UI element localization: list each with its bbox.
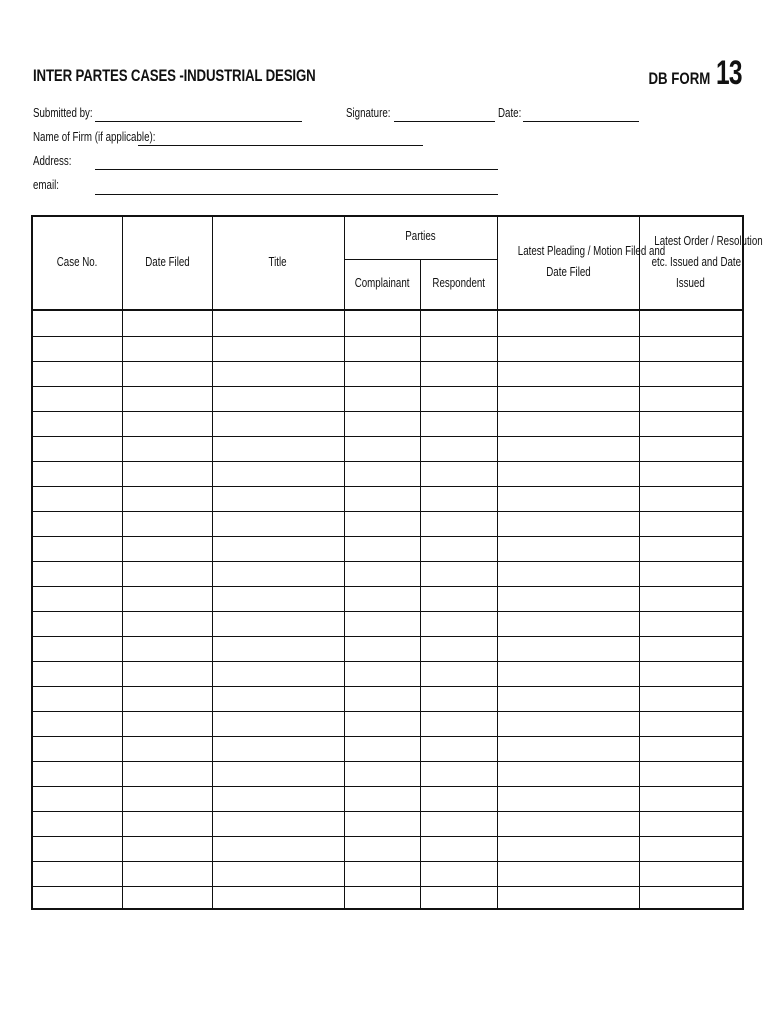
table-cell[interactable] xyxy=(344,386,420,411)
table-cell[interactable] xyxy=(420,436,497,461)
table-cell[interactable] xyxy=(420,536,497,561)
table-cell[interactable] xyxy=(497,436,639,461)
table-cell[interactable] xyxy=(212,311,344,336)
table-cell[interactable] xyxy=(344,761,420,786)
table-row xyxy=(33,636,742,661)
table-cell[interactable] xyxy=(639,686,742,711)
table-cell[interactable] xyxy=(639,661,742,686)
table-cell[interactable] xyxy=(212,586,344,611)
table-cell[interactable] xyxy=(497,886,639,911)
form-code-prefix: DB FORM xyxy=(648,69,711,88)
table-row xyxy=(33,386,742,411)
table-row xyxy=(33,611,742,636)
table-cell[interactable] xyxy=(212,411,344,436)
table-cell[interactable] xyxy=(639,486,742,511)
table-row xyxy=(33,861,742,886)
table-row xyxy=(33,661,742,686)
table-cell[interactable] xyxy=(212,561,344,586)
table-cell[interactable] xyxy=(122,611,212,636)
date-label: Date: xyxy=(498,106,522,120)
table-cell[interactable] xyxy=(33,661,122,686)
table-cell[interactable] xyxy=(344,661,420,686)
table-cell[interactable] xyxy=(420,486,497,511)
table-cell[interactable] xyxy=(639,311,742,336)
table-cell[interactable] xyxy=(420,586,497,611)
table-cell[interactable] xyxy=(344,736,420,761)
table-cell[interactable] xyxy=(344,611,420,636)
table-cell[interactable] xyxy=(639,561,742,586)
table-cell[interactable] xyxy=(212,486,344,511)
form-title xyxy=(33,66,395,86)
table-cell[interactable] xyxy=(420,761,497,786)
table-cell[interactable] xyxy=(33,536,122,561)
table-cell[interactable] xyxy=(497,711,639,736)
table-cell[interactable] xyxy=(420,686,497,711)
table-cell[interactable] xyxy=(497,561,639,586)
table-cell[interactable] xyxy=(420,861,497,886)
case-record-table xyxy=(31,215,763,910)
header-title: Title xyxy=(268,255,288,269)
table-row xyxy=(33,536,742,561)
table-cell[interactable] xyxy=(33,486,122,511)
table-row xyxy=(33,786,742,811)
table-cell[interactable] xyxy=(33,736,122,761)
table-cell[interactable] xyxy=(420,811,497,836)
table-cell[interactable] xyxy=(212,711,344,736)
table-cell[interactable] xyxy=(344,486,420,511)
table-row xyxy=(33,461,742,486)
table-cell[interactable] xyxy=(33,386,122,411)
table-row xyxy=(33,711,742,736)
header-date-filed: Date Filed xyxy=(144,255,190,269)
table-cell[interactable] xyxy=(33,586,122,611)
table-cell[interactable] xyxy=(33,711,122,736)
table-cell[interactable] xyxy=(33,561,122,586)
table-cell[interactable] xyxy=(122,561,212,586)
table-cell[interactable] xyxy=(497,311,639,336)
table-cell[interactable] xyxy=(420,711,497,736)
header-complainant: Complainant xyxy=(354,276,410,290)
table-cell[interactable] xyxy=(122,661,212,686)
table-cell[interactable] xyxy=(420,386,497,411)
table-cell[interactable] xyxy=(639,511,742,536)
table-row xyxy=(33,836,742,861)
table-cell[interactable] xyxy=(420,661,497,686)
table-cell[interactable] xyxy=(212,636,344,661)
table-cell[interactable] xyxy=(420,511,497,536)
table-cell[interactable] xyxy=(122,336,212,361)
table-cell[interactable] xyxy=(639,761,742,786)
table-cell[interactable] xyxy=(122,836,212,861)
form-title-text: INTER PARTES CASES -INDUSTRIAL DESIGN xyxy=(33,66,316,85)
table-cell[interactable] xyxy=(497,411,639,436)
table-cell[interactable] xyxy=(344,511,420,536)
table-cell[interactable] xyxy=(639,861,742,886)
table-cell[interactable] xyxy=(212,786,344,811)
table-cell[interactable] xyxy=(212,386,344,411)
table-cell[interactable] xyxy=(212,611,344,636)
table-cell[interactable] xyxy=(122,386,212,411)
table-cell[interactable] xyxy=(497,861,639,886)
table-cell[interactable] xyxy=(497,586,639,611)
table-row xyxy=(33,586,742,611)
table-cell[interactable] xyxy=(497,536,639,561)
table-cell[interactable] xyxy=(420,361,497,386)
table-cell[interactable] xyxy=(122,636,212,661)
table-cell[interactable] xyxy=(212,361,344,386)
firm-name-field[interactable] xyxy=(138,145,423,146)
table-cell[interactable] xyxy=(212,836,344,861)
table-cell[interactable] xyxy=(33,461,122,486)
table-cell[interactable] xyxy=(497,636,639,661)
table-cell[interactable] xyxy=(122,436,212,461)
table-row xyxy=(33,761,742,786)
table-row xyxy=(33,411,742,436)
table-cell[interactable] xyxy=(122,861,212,886)
table-cell[interactable] xyxy=(212,736,344,761)
table-cell[interactable] xyxy=(420,786,497,811)
submitted-by-label: Submitted by: xyxy=(33,106,93,120)
header-latest-pleading: Latest Pleading / Motion Filed and Date Filed xyxy=(517,244,666,279)
table-cell[interactable] xyxy=(344,311,420,336)
table-cell[interactable] xyxy=(344,711,420,736)
table-cell[interactable] xyxy=(497,686,639,711)
table-cell[interactable] xyxy=(33,311,122,336)
table-cell[interactable] xyxy=(420,461,497,486)
table-cell[interactable] xyxy=(639,711,742,736)
table-cell[interactable] xyxy=(344,811,420,836)
table-cell[interactable] xyxy=(212,661,344,686)
table-cell[interactable] xyxy=(497,361,639,386)
table-cell[interactable] xyxy=(497,761,639,786)
parties-divider xyxy=(344,259,497,260)
table-cell[interactable] xyxy=(344,361,420,386)
table-cell[interactable] xyxy=(122,811,212,836)
table-cell[interactable] xyxy=(122,411,212,436)
table-cell[interactable] xyxy=(33,886,122,911)
table-cell[interactable] xyxy=(33,361,122,386)
table-cell[interactable] xyxy=(122,786,212,811)
header-respondent: Respondent xyxy=(432,276,485,290)
table-cell[interactable] xyxy=(122,761,212,786)
table-row xyxy=(33,686,742,711)
table-cell[interactable] xyxy=(122,511,212,536)
table-cell[interactable] xyxy=(122,311,212,336)
table-cell[interactable] xyxy=(497,836,639,861)
table-cell[interactable] xyxy=(344,336,420,361)
table-cell[interactable] xyxy=(420,336,497,361)
table-cell[interactable] xyxy=(33,636,122,661)
table-row xyxy=(33,436,742,461)
table-cell[interactable] xyxy=(639,461,742,486)
table-cell[interactable] xyxy=(497,511,639,536)
table-cell[interactable] xyxy=(33,811,122,836)
table-cell[interactable] xyxy=(639,411,742,436)
table-cell[interactable] xyxy=(344,436,420,461)
table-cell[interactable] xyxy=(33,761,122,786)
table-row xyxy=(33,561,742,586)
table-row xyxy=(33,361,742,386)
table-cell[interactable] xyxy=(344,786,420,811)
table-cell[interactable] xyxy=(639,786,742,811)
table-cell[interactable] xyxy=(212,536,344,561)
table-row xyxy=(33,736,742,761)
table-cell[interactable] xyxy=(122,461,212,486)
table-cell[interactable] xyxy=(639,811,742,836)
table-cell[interactable] xyxy=(497,786,639,811)
table-row xyxy=(33,336,742,361)
email-field[interactable] xyxy=(95,194,498,195)
table-cell[interactable] xyxy=(344,411,420,436)
submitted-by-field[interactable] xyxy=(95,121,302,122)
table-row xyxy=(33,886,742,911)
table-cell[interactable] xyxy=(33,686,122,711)
table-cell[interactable] xyxy=(639,836,742,861)
table-cell[interactable] xyxy=(639,886,742,911)
table-cell[interactable] xyxy=(639,336,742,361)
table-row xyxy=(33,486,742,511)
form-code-number: 13 xyxy=(716,54,742,92)
table-cell[interactable] xyxy=(420,561,497,586)
table-cell[interactable] xyxy=(344,636,420,661)
table-cell[interactable] xyxy=(33,436,122,461)
table-cell[interactable] xyxy=(212,811,344,836)
table-row xyxy=(33,311,742,336)
table-cell[interactable] xyxy=(497,336,639,361)
table-cell[interactable] xyxy=(639,536,742,561)
table-cell[interactable] xyxy=(344,586,420,611)
table-cell[interactable] xyxy=(33,336,122,361)
table-cell[interactable] xyxy=(639,611,742,636)
table-cell[interactable] xyxy=(639,736,742,761)
table-cell[interactable] xyxy=(344,836,420,861)
table-cell[interactable] xyxy=(33,861,122,886)
header-parties: Parties xyxy=(405,229,436,243)
table-cell[interactable] xyxy=(212,686,344,711)
address-field[interactable] xyxy=(95,169,498,170)
table-cell[interactable] xyxy=(344,561,420,586)
table-cell[interactable] xyxy=(420,636,497,661)
table-cell[interactable] xyxy=(122,486,212,511)
header-latest-order: Latest Order / Resolution etc. Issued and Date Issued xyxy=(651,234,763,290)
signature-label: Signature: xyxy=(346,106,391,120)
table-cell[interactable] xyxy=(639,361,742,386)
table-cell[interactable] xyxy=(420,311,497,336)
table-cell[interactable] xyxy=(497,486,639,511)
table-cell[interactable] xyxy=(420,836,497,861)
table-cell[interactable] xyxy=(344,686,420,711)
table-cell[interactable] xyxy=(212,336,344,361)
table-cell[interactable] xyxy=(497,461,639,486)
table-cell[interactable] xyxy=(497,611,639,636)
table-cell[interactable] xyxy=(33,511,122,536)
table-cell[interactable] xyxy=(639,586,742,611)
form-code xyxy=(631,54,742,93)
table-cell[interactable] xyxy=(212,436,344,461)
table-cell[interactable] xyxy=(344,536,420,561)
table-cell[interactable] xyxy=(212,886,344,911)
table-cell[interactable] xyxy=(344,861,420,886)
table-cell[interactable] xyxy=(212,511,344,536)
table-cell[interactable] xyxy=(122,711,212,736)
table-cell[interactable] xyxy=(33,611,122,636)
table-cell[interactable] xyxy=(344,461,420,486)
table-cell[interactable] xyxy=(420,611,497,636)
date-field[interactable] xyxy=(523,121,639,122)
table-cell[interactable] xyxy=(122,886,212,911)
table-row xyxy=(33,511,742,536)
table-cell[interactable] xyxy=(344,886,420,911)
table-row xyxy=(33,811,742,836)
table-cell[interactable] xyxy=(420,886,497,911)
table-cell[interactable] xyxy=(497,811,639,836)
table-cell[interactable] xyxy=(497,386,639,411)
table-cell[interactable] xyxy=(33,411,122,436)
table-cell[interactable] xyxy=(122,736,212,761)
table-cell[interactable] xyxy=(122,536,212,561)
table-cell[interactable] xyxy=(497,736,639,761)
table-cell[interactable] xyxy=(33,786,122,811)
signature-field[interactable] xyxy=(394,121,495,122)
table-cell[interactable] xyxy=(122,586,212,611)
table-cell[interactable] xyxy=(639,436,742,461)
firm-name-label: Name of Firm (if applicable): xyxy=(33,130,156,144)
table-cell[interactable] xyxy=(212,861,344,886)
table-cell[interactable] xyxy=(212,461,344,486)
table-cell[interactable] xyxy=(639,636,742,661)
table-cell[interactable] xyxy=(639,386,742,411)
address-label: Address: xyxy=(33,154,72,168)
table-cell[interactable] xyxy=(420,411,497,436)
table-cell[interactable] xyxy=(33,836,122,861)
header-case-no: Case No. xyxy=(57,255,98,269)
table-cell[interactable] xyxy=(122,686,212,711)
table-cell[interactable] xyxy=(497,661,639,686)
table-cell[interactable] xyxy=(212,761,344,786)
table-cell[interactable] xyxy=(122,361,212,386)
table-cell[interactable] xyxy=(420,736,497,761)
email-label: email: xyxy=(33,178,60,192)
